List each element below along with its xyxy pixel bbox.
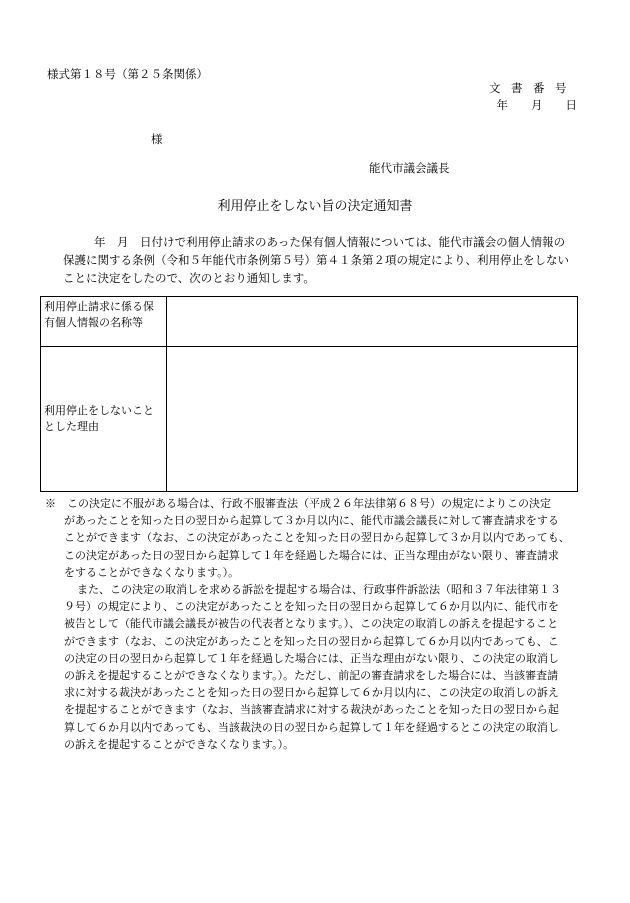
document-title: 利用停止をしない旨の決定通知書 — [217, 199, 413, 214]
appeal-note — [45, 495, 585, 753]
body-paragraph — [63, 233, 582, 287]
note-line: があったことを知った日の翌日から起算して３か月以内に、能代市議会議長に対して審査請求をする — [64, 514, 559, 528]
form-number: 様式第１８号（第２５条関係） — [47, 67, 208, 81]
row1-label: 利用停止請求に係る保有個人情報の名称等 — [41, 297, 167, 347]
note-line: ことができます（なお、この決定があったことを知った日の翌日から起算して３か月以内であっても、 — [64, 531, 570, 545]
note-line: を提起することができます（なお、当該審査請求に対する裁決があったことを知った日の翌日から起 — [64, 703, 559, 717]
document-date: 年 月 日 — [496, 98, 577, 112]
addressee: 様 — [151, 132, 163, 146]
note-line: をすることができなくなります。）。 — [64, 565, 240, 579]
body-line: 年 月 日付けで利用停止請求のあった保有個人情報については、能代市議会の個人情報の — [94, 235, 566, 249]
note-line: の訴えを提起することができなくなります。）。 — [64, 737, 295, 751]
note-line: 算して６か月以内であっても、当該裁決の日の翌日から起算して１年を経過するとこの決定の取消し — [64, 720, 559, 734]
note-line: また、この決定の取消しを求める訴訟を提起する場合は、行政事件訴訟法（昭和３７年法律第１３ — [77, 583, 561, 597]
body-line: ことに決定をしたので、次のとおり通知します。 — [63, 271, 315, 285]
note-line: ※ この決定に不服がある場合は、行政不服審査法（平成２６年法律第６８号）の規定によりこの決定 — [45, 497, 551, 510]
note-line: ができます（なお、この決定があったことを知った日の翌日から起算して６か月以内であっても、こ — [64, 634, 559, 648]
note-line: の決定の日の翌日から起算して１年を経過した場合には、正当な理由がない限り、この決定の取消し — [64, 651, 559, 665]
note-line: の訴えを提起することができなくなります。）。ただし、前記の審査請求をした場合には、当該審査請 — [64, 669, 559, 683]
row1-value — [167, 297, 578, 347]
document-number: 文書番号 — [489, 81, 577, 95]
note-line: この決定があった日の翌日から起算して１年を経過した場合には、正当な理由がない限り、審査請求 — [64, 548, 559, 562]
note-line: 求に対する裁決があったことを知った日の翌日から起算して６か月以内に、この決定の取消しの訴え — [64, 686, 559, 700]
note-line: ９号）の規定により、この決定があったことを知った日の翌日から起算して６か月以内に、能代市を — [64, 600, 559, 614]
row2-value — [167, 347, 578, 492]
row2-label: 利用停止をしないこととした理由 — [41, 347, 167, 492]
note-line: 被告として（能代市議会議長が被告の代表者となります。）、この決定の取消しの訴えを提起すること — [64, 617, 559, 631]
body-line: 保護に関する条例（令和５年能代市条例第５号）第４１条第２項の規定により、利用停止をしない — [63, 253, 569, 267]
sender: 能代市議会議長 — [369, 161, 450, 175]
info-table — [40, 296, 578, 492]
table-row — [41, 297, 578, 347]
table-row — [41, 347, 578, 492]
